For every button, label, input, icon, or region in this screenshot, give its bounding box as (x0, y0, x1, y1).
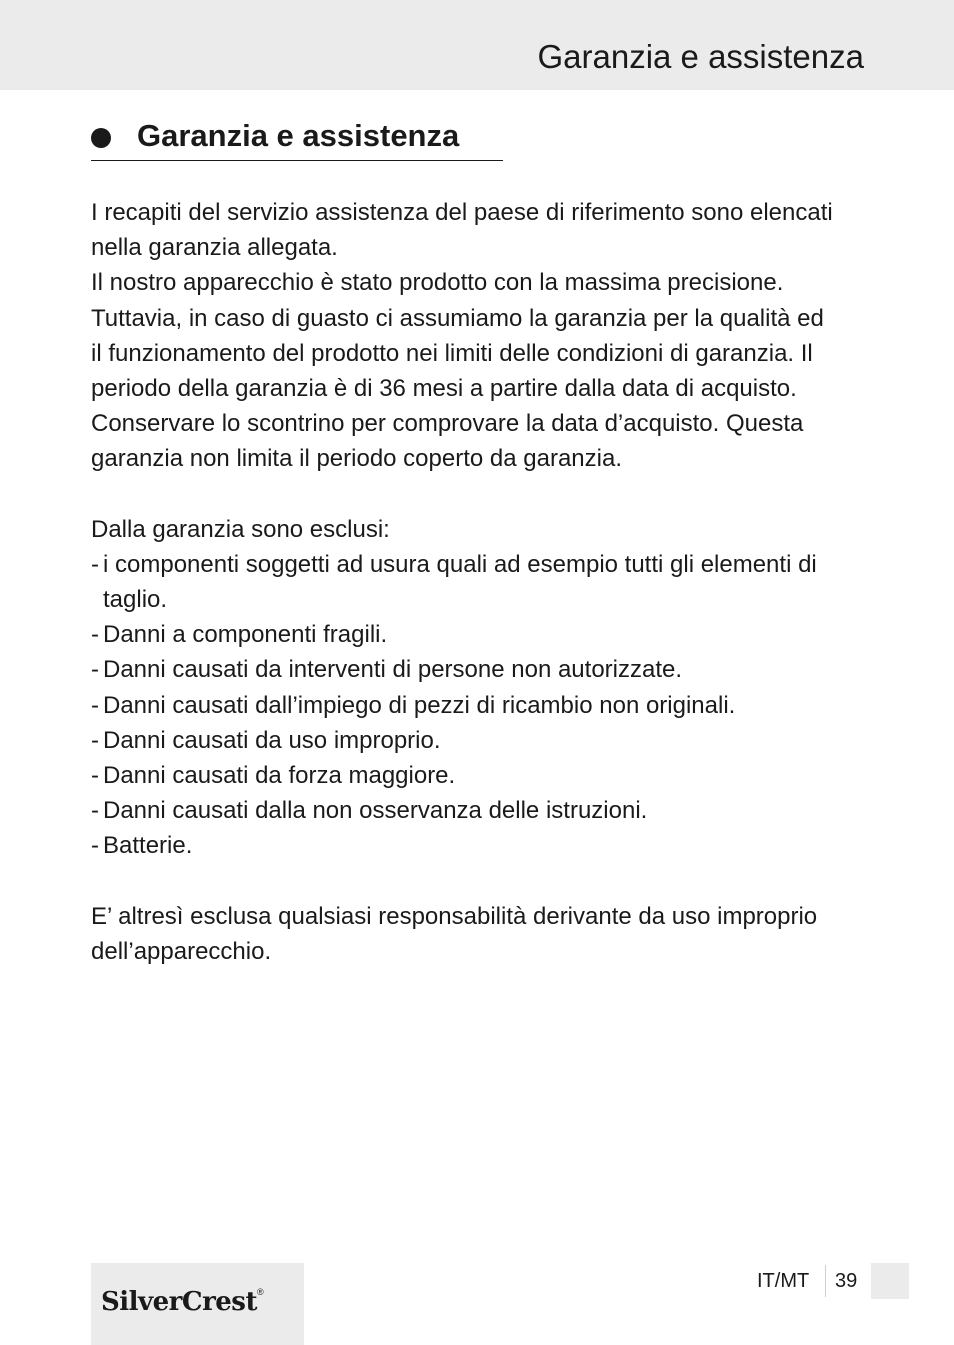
paragraph-line: E’ altresì esclusa qualsiasi responsabilità derivante da uso improprio (91, 902, 818, 930)
list-item-text: Danni causati dalla non osservanza delle istruzioni. (103, 797, 648, 825)
bullet-dot-icon (91, 128, 111, 148)
body-text (91, 195, 866, 969)
paragraph-line: garanzia non limita il periodo coperto da garanzia. (91, 445, 622, 473)
brand-name: SilverCrest (101, 1287, 257, 1317)
list-dash: - (91, 550, 99, 578)
page-locale: IT/MT (757, 1270, 810, 1292)
header-band (0, 0, 954, 90)
list-item-text: Danni causati da uso improprio. (103, 726, 441, 754)
list-item (91, 723, 866, 758)
list-item (91, 793, 866, 828)
paragraph-line: I recapiti del servizio assistenza del paese di riferimento sono elencati (91, 199, 833, 226)
paragraph-line: Tuttavia, in caso di guasto ci assumiamo la garanzia per la qualità ed (91, 304, 824, 332)
spacer (91, 477, 866, 512)
paragraph-line: periodo della garanzia è di 36 mesi a partire dalla data di acquisto. (91, 374, 797, 402)
paragraph-line: Conservare lo scontrino per comprovare la data d’acquisto. Questa (91, 410, 804, 438)
list-dash: - (91, 797, 99, 825)
page-separator (825, 1265, 826, 1297)
list-dash: - (91, 656, 99, 684)
list-item (91, 758, 866, 793)
list-item (91, 617, 866, 652)
page-header-title: Garanzia e assistenza (537, 38, 864, 75)
list-item-text: Danni causati da interventi di persone non autorizzate. (103, 656, 683, 684)
list-dash: - (91, 691, 99, 719)
list-item-text: Danni causati dall’impiego di pezzi di ricambio non originali. (103, 691, 736, 719)
section-heading (91, 118, 503, 161)
list-dash: - (91, 832, 99, 860)
list-item (91, 547, 866, 617)
page-tab-marker (871, 1263, 909, 1299)
registered-mark: ® (256, 1287, 264, 1297)
section-heading-text: Garanzia e assistenza (137, 118, 460, 153)
list-dash: - (91, 762, 99, 789)
paragraph-line: dell’apparecchio. (91, 937, 272, 965)
list-item-text: Danni a componenti fragili. (103, 621, 388, 649)
list-dash: - (91, 726, 99, 754)
list-item (91, 688, 866, 723)
brand-logo (91, 1263, 304, 1345)
exclusions-intro: Dalla garanzia sono esclusi: (91, 515, 390, 543)
page-number: 39 (835, 1270, 858, 1292)
list-dash: - (91, 621, 99, 649)
spacer (91, 864, 866, 899)
paragraph-line: il funzionamento del prodotto nei limiti delle condizioni di garanzia. Il (91, 339, 813, 367)
list-item-text: Batterie. (103, 832, 193, 860)
paragraph-line: Il nostro apparecchio è stato prodotto con la massima precisione. (91, 269, 784, 297)
paragraph-line: nella garanzia allegata. (91, 234, 338, 262)
list-item-text: i componenti soggetti ad usura quali ad esempio tutti gli elementi di (103, 550, 817, 578)
list-item-text: Danni causati da forza maggiore. (103, 762, 456, 789)
list-item (91, 652, 866, 687)
brand-logo-text (101, 1287, 263, 1317)
list-item-continuation: taglio. (103, 586, 168, 614)
list-item (91, 828, 866, 863)
